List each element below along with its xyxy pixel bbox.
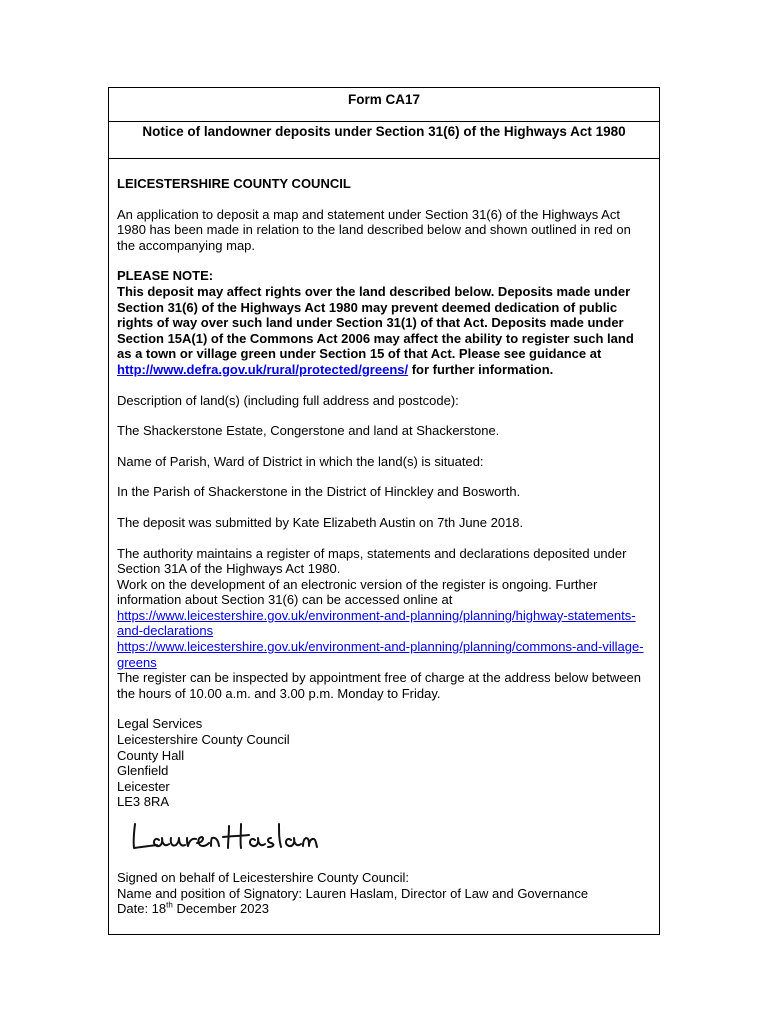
address-line: County Hall (117, 747, 185, 763)
form-body (109, 176, 659, 917)
date-prefix: Date: 18 (117, 901, 167, 917)
commons-village-greens-link[interactable]: https://www.leicestershire.gov.uk/environment-and-planning/planning/commons-and-village-greens (117, 639, 644, 670)
address-line: Legal Services (117, 716, 203, 732)
please-note-body: This deposit may affect rights over the land described below. Deposits made under Section 31(6) of the Highways Act 1980 may prevent deemed dedication of public rights of way over such land under Section 31(1) of that Act. Deposits made under Section 15A(1) of the Commons Act 2006 may affect the ability to register such land as a town or village green under Section 15 of that Act. Please see guidance at (117, 283, 634, 362)
signatory-name-position: Name and position of Signatory: Lauren Haslam, Director of Law and Governance (117, 885, 589, 901)
date-suffix: December 2023 (172, 901, 269, 917)
intro-paragraph: An application to deposit a map and statement under Section 31(6) of the Highways Act 1980 has been made in relation to the land described below and shown outlined in red on the accompanying map. (117, 206, 631, 253)
register-line2: Work on the development of an electronic version of the register is ongoing. Further information about Section 31(6) can be accessed online at (117, 576, 598, 608)
signature-date (117, 901, 651, 917)
please-note-suffix: for further information. (408, 361, 554, 377)
register-line1: The authority maintains a register of maps, statements and declarations deposited under Section 31A of the Highways Act 1980. (117, 545, 627, 577)
notice-title: Notice of landowner deposits under Section 31(6) of the Highways Act 1980 (109, 122, 659, 159)
please-note-section (117, 268, 651, 377)
date-ordinal: th (166, 900, 173, 910)
council-heading: LEICESTERSHIRE COUNTY COUNCIL (117, 176, 351, 191)
land-description-label: Description of land(s) (including full address and postcode): (117, 392, 459, 408)
defra-guidance-link[interactable]: http://www.defra.gov.uk/rural/protected/greens/ (117, 361, 409, 377)
register-section (117, 546, 651, 702)
handwritten-signature (129, 818, 319, 856)
address-line: Leicestershire County Council (117, 732, 290, 748)
form-ca17 (108, 87, 660, 935)
land-description: The Shackerstone Estate, Congerstone and land at Shackerstone. (117, 423, 500, 439)
address-line: LE3 8RA (117, 794, 170, 810)
address-line: Leicester (117, 778, 170, 794)
highway-statements-link[interactable]: https://www.leicestershire.gov.uk/environment-and-planning/planning/highway-statements-and-declarations (117, 607, 636, 639)
parish-label: Name of Parish, Ward of District in which the land(s) is situated: (117, 453, 484, 469)
please-note-heading: PLEASE NOTE: (117, 268, 214, 284)
form-title: Form CA17 (109, 88, 659, 122)
register-line3: The register can be inspected by appointment free of charge at the address below between the hours of 10.00 a.m. and 3.00 p.m. Monday to Friday. (117, 670, 641, 701)
parish-value: In the Parish of Shackerstone in the District of Hinckley and Bosworth. (117, 484, 521, 500)
please-note-text (117, 284, 651, 378)
address-block (117, 716, 651, 810)
signatory-block (117, 870, 651, 917)
address-line: Glenfield (117, 763, 169, 779)
deposit-submitted: The deposit was submitted by Kate Elizabeth Austin on 7th June 2018. (117, 514, 524, 530)
signed-on-behalf: Signed on behalf of Leicestershire County Council: (117, 870, 409, 885)
